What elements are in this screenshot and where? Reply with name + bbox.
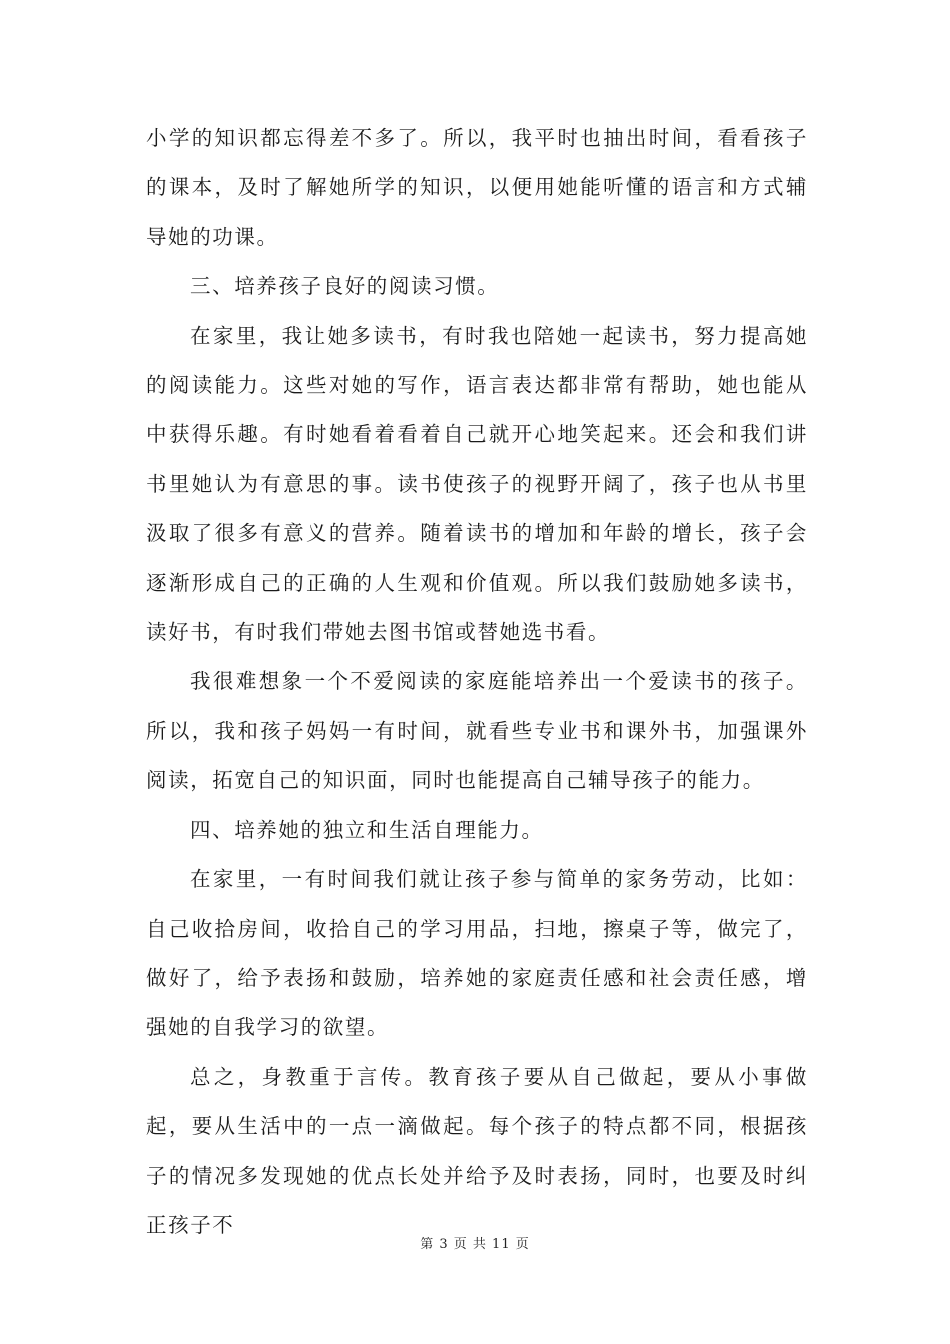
paragraph-housework: 在家里，一有时间我们就让孩子参与简单的家务劳动，比如：自己收拾房间，收拾自己的学习用品，扫地，擦桌子等，做完了，做好了，给予表扬和鼓励，培养她的家庭责任感和社会责任感，增强她的自我学习的欲望。 (146, 867, 808, 1040)
page-number-footer: 第 3 页 共 11 页 (420, 1237, 530, 1252)
document-body (146, 114, 808, 1250)
paragraph-reading-at-home: 在家里，我让她多读书，有时我也陪她一起读书，努力提高她的阅读能力。这些对她的写作，语言表达都非常有帮助，她也能从中获得乐趣。有时她看着看着自己就开心地笑起来。还会和我们讲书里她认为有意思的事。读书使孩子的视野开阔了，孩子也从书里汲取了很多有意义的营养。随着读书的增加和年龄的增长，孩子会逐渐形成自己的正确的人生观和价值观。所以我们鼓励她多读书，读好书，有时我们带她去图书馆或替她选书看。 (146, 323, 808, 645)
section-heading-reading-habits: 三、培养孩子良好的阅读习惯。 (190, 274, 500, 299)
paragraph-family-reading: 我很难想象一个不爱阅读的家庭能培养出一个爱读书的孩子。所以，我和孩子妈妈一有时间，就看些专业书和课外书，加强课外阅读，拓宽自己的知识面，同时也能提高自己辅导孩子的能力。 (146, 669, 808, 793)
paragraph-continuation: 小学的知识都忘得差不多了。所以，我平时也抽出时间，看看孩子的课本，及时了解她所学的知识，以便用她能听懂的语言和方式辅导她的功课。 (146, 126, 808, 249)
paragraph-conclusion: 总之，身教重于言传。教育孩子要从自己做起，要从小事做起，要从生活中的一点一滴做起。每个孩子的特点都不同，根据孩子的情况多发现她的优点长处并给予及时表扬，同时，也要及时纠正孩子不 (146, 1064, 808, 1237)
section-heading-independence: 四、培养她的独立和生活自理能力。 (190, 817, 544, 842)
